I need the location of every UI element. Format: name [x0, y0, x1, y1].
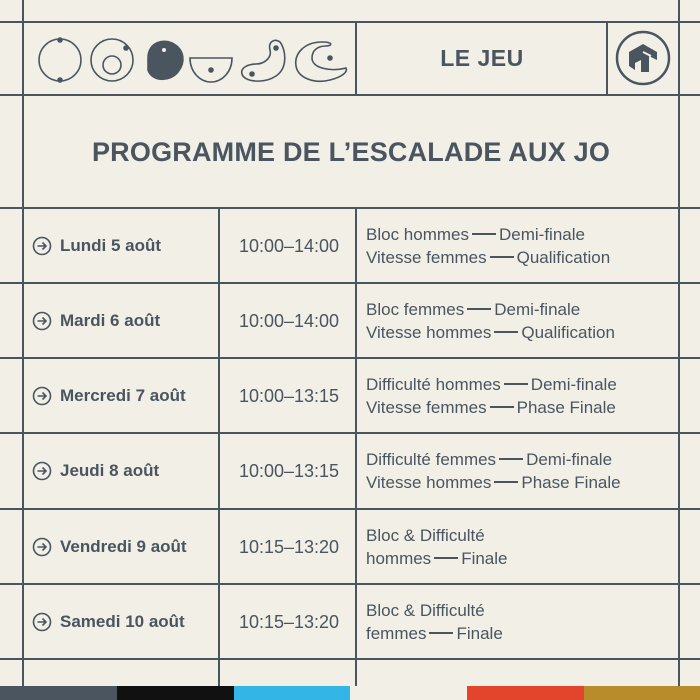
event-line: [366, 396, 678, 419]
schedule-day: [24, 284, 218, 358]
schedule-time: 10:00–14:00: [238, 235, 340, 256]
dash-separator: [499, 458, 523, 460]
dash-separator: [494, 331, 518, 333]
schedule-events: [366, 209, 678, 283]
event-phase: Finale: [456, 624, 503, 643]
schedule-day: [24, 585, 218, 659]
schedule-row: [24, 284, 678, 358]
schedule-time: 10:15–13:20: [238, 536, 340, 557]
event-discipline: Bloc hommes: [366, 225, 469, 244]
section-label: LE JEU: [440, 44, 524, 71]
schedule-events: [366, 359, 678, 433]
schedule-events: [366, 585, 678, 659]
hold-round-icon: [39, 38, 81, 82]
arrow-right-circle-icon: [32, 461, 52, 481]
climbing-logo-icon: [608, 22, 678, 94]
schedule-time: 10:00–13:15: [238, 385, 340, 406]
event-phase: Phase Finale: [516, 398, 616, 417]
event-line: [366, 373, 678, 396]
dash-separator: [504, 383, 528, 385]
event-line: [366, 246, 678, 269]
schedule-row: [24, 585, 678, 659]
schedule-day: [24, 209, 218, 283]
event-phase: Qualification: [516, 248, 611, 267]
event-phase: Demi-finale: [530, 375, 617, 394]
page-title: PROGRAMME DE L’ESCALADE AUX JO: [91, 136, 611, 167]
event-discipline: Vitesse femmes: [366, 248, 487, 267]
event-discipline: Difficulté femmes: [366, 450, 497, 469]
event-discipline: Vitesse femmes: [366, 398, 487, 417]
event-discipline: hommes: [366, 549, 432, 568]
dash-separator: [494, 481, 518, 483]
event-discipline: femmes: [366, 624, 427, 643]
hold-bean-icon: [242, 40, 285, 81]
hold-pebble-icon: [148, 41, 183, 79]
event-discipline: Bloc & Difficulté: [366, 601, 485, 620]
arrow-right-circle-icon: [32, 537, 52, 557]
hold-half-icon: [190, 58, 232, 82]
schedule-day: [24, 434, 218, 508]
event-line: [366, 622, 678, 645]
event-phase: Finale: [461, 549, 508, 568]
event-discipline: Vitesse hommes: [366, 473, 492, 492]
schedule-events: [366, 510, 678, 584]
dash-separator: [490, 256, 514, 258]
event-phase: Demi-finale: [498, 225, 585, 244]
event-line: [366, 471, 678, 494]
schedule-day: [24, 510, 218, 584]
event-phase: Phase Finale: [521, 473, 621, 492]
event-discipline: Bloc femmes: [366, 300, 465, 319]
schedule-day-label: Samedi 10 août: [60, 612, 185, 631]
color-bar: [350, 686, 467, 700]
schedule-row: [24, 434, 678, 508]
arrow-right-circle-icon: [32, 386, 52, 406]
event-line: [366, 298, 678, 321]
schedule-time: 10:00–13:15: [238, 460, 340, 481]
schedule-day-label: Jeudi 8 août: [60, 461, 160, 480]
event-line: [366, 448, 678, 471]
event-line: [366, 524, 678, 547]
schedule-row: [24, 209, 678, 283]
hold-ring-icon: [91, 39, 133, 81]
schedule-events: [366, 434, 678, 508]
event-line: [366, 599, 678, 622]
grid-line: [355, 21, 357, 96]
dash-separator: [467, 308, 491, 310]
schedule-time: 10:15–13:20: [238, 611, 340, 632]
color-bar: [234, 686, 350, 700]
event-discipline: Difficulté hommes: [366, 375, 501, 394]
event-phase: Demi-finale: [526, 450, 613, 469]
schedule-day-label: Lundi 5 août: [60, 236, 162, 255]
schedule-day: [24, 359, 218, 433]
schedule-day-label: Vendredi 9 août: [60, 537, 187, 556]
arrow-right-circle-icon: [32, 311, 52, 331]
event-line: [366, 547, 678, 570]
dash-separator: [434, 557, 458, 559]
grid-line: [678, 0, 680, 686]
schedule-time: 10:00–14:00: [238, 310, 340, 331]
dash-separator: [490, 406, 514, 408]
schedule-row: [24, 510, 678, 584]
schedule-events: [366, 284, 678, 358]
event-discipline: Vitesse hommes: [366, 323, 492, 342]
dash-separator: [429, 632, 453, 634]
event-line: [366, 321, 678, 344]
arrow-right-circle-icon: [32, 236, 52, 256]
event-phase: Qualification: [521, 323, 615, 342]
arrow-right-circle-icon: [32, 612, 52, 632]
color-bar: [117, 686, 234, 700]
event-discipline: Bloc & Difficulté: [366, 526, 485, 545]
color-bar: [584, 686, 700, 700]
event-phase: Demi-finale: [494, 300, 581, 319]
hold-crescent-icon: [296, 42, 347, 81]
color-bar: [0, 686, 117, 700]
schedule-day-label: Mercredi 7 août: [60, 386, 186, 405]
color-bar: [467, 686, 584, 700]
holds-illustration: [30, 30, 352, 90]
schedule-day-label: Mardi 6 août: [60, 311, 161, 330]
dash-separator: [472, 233, 496, 235]
schedule-row: [24, 359, 678, 433]
event-line: [366, 223, 678, 246]
